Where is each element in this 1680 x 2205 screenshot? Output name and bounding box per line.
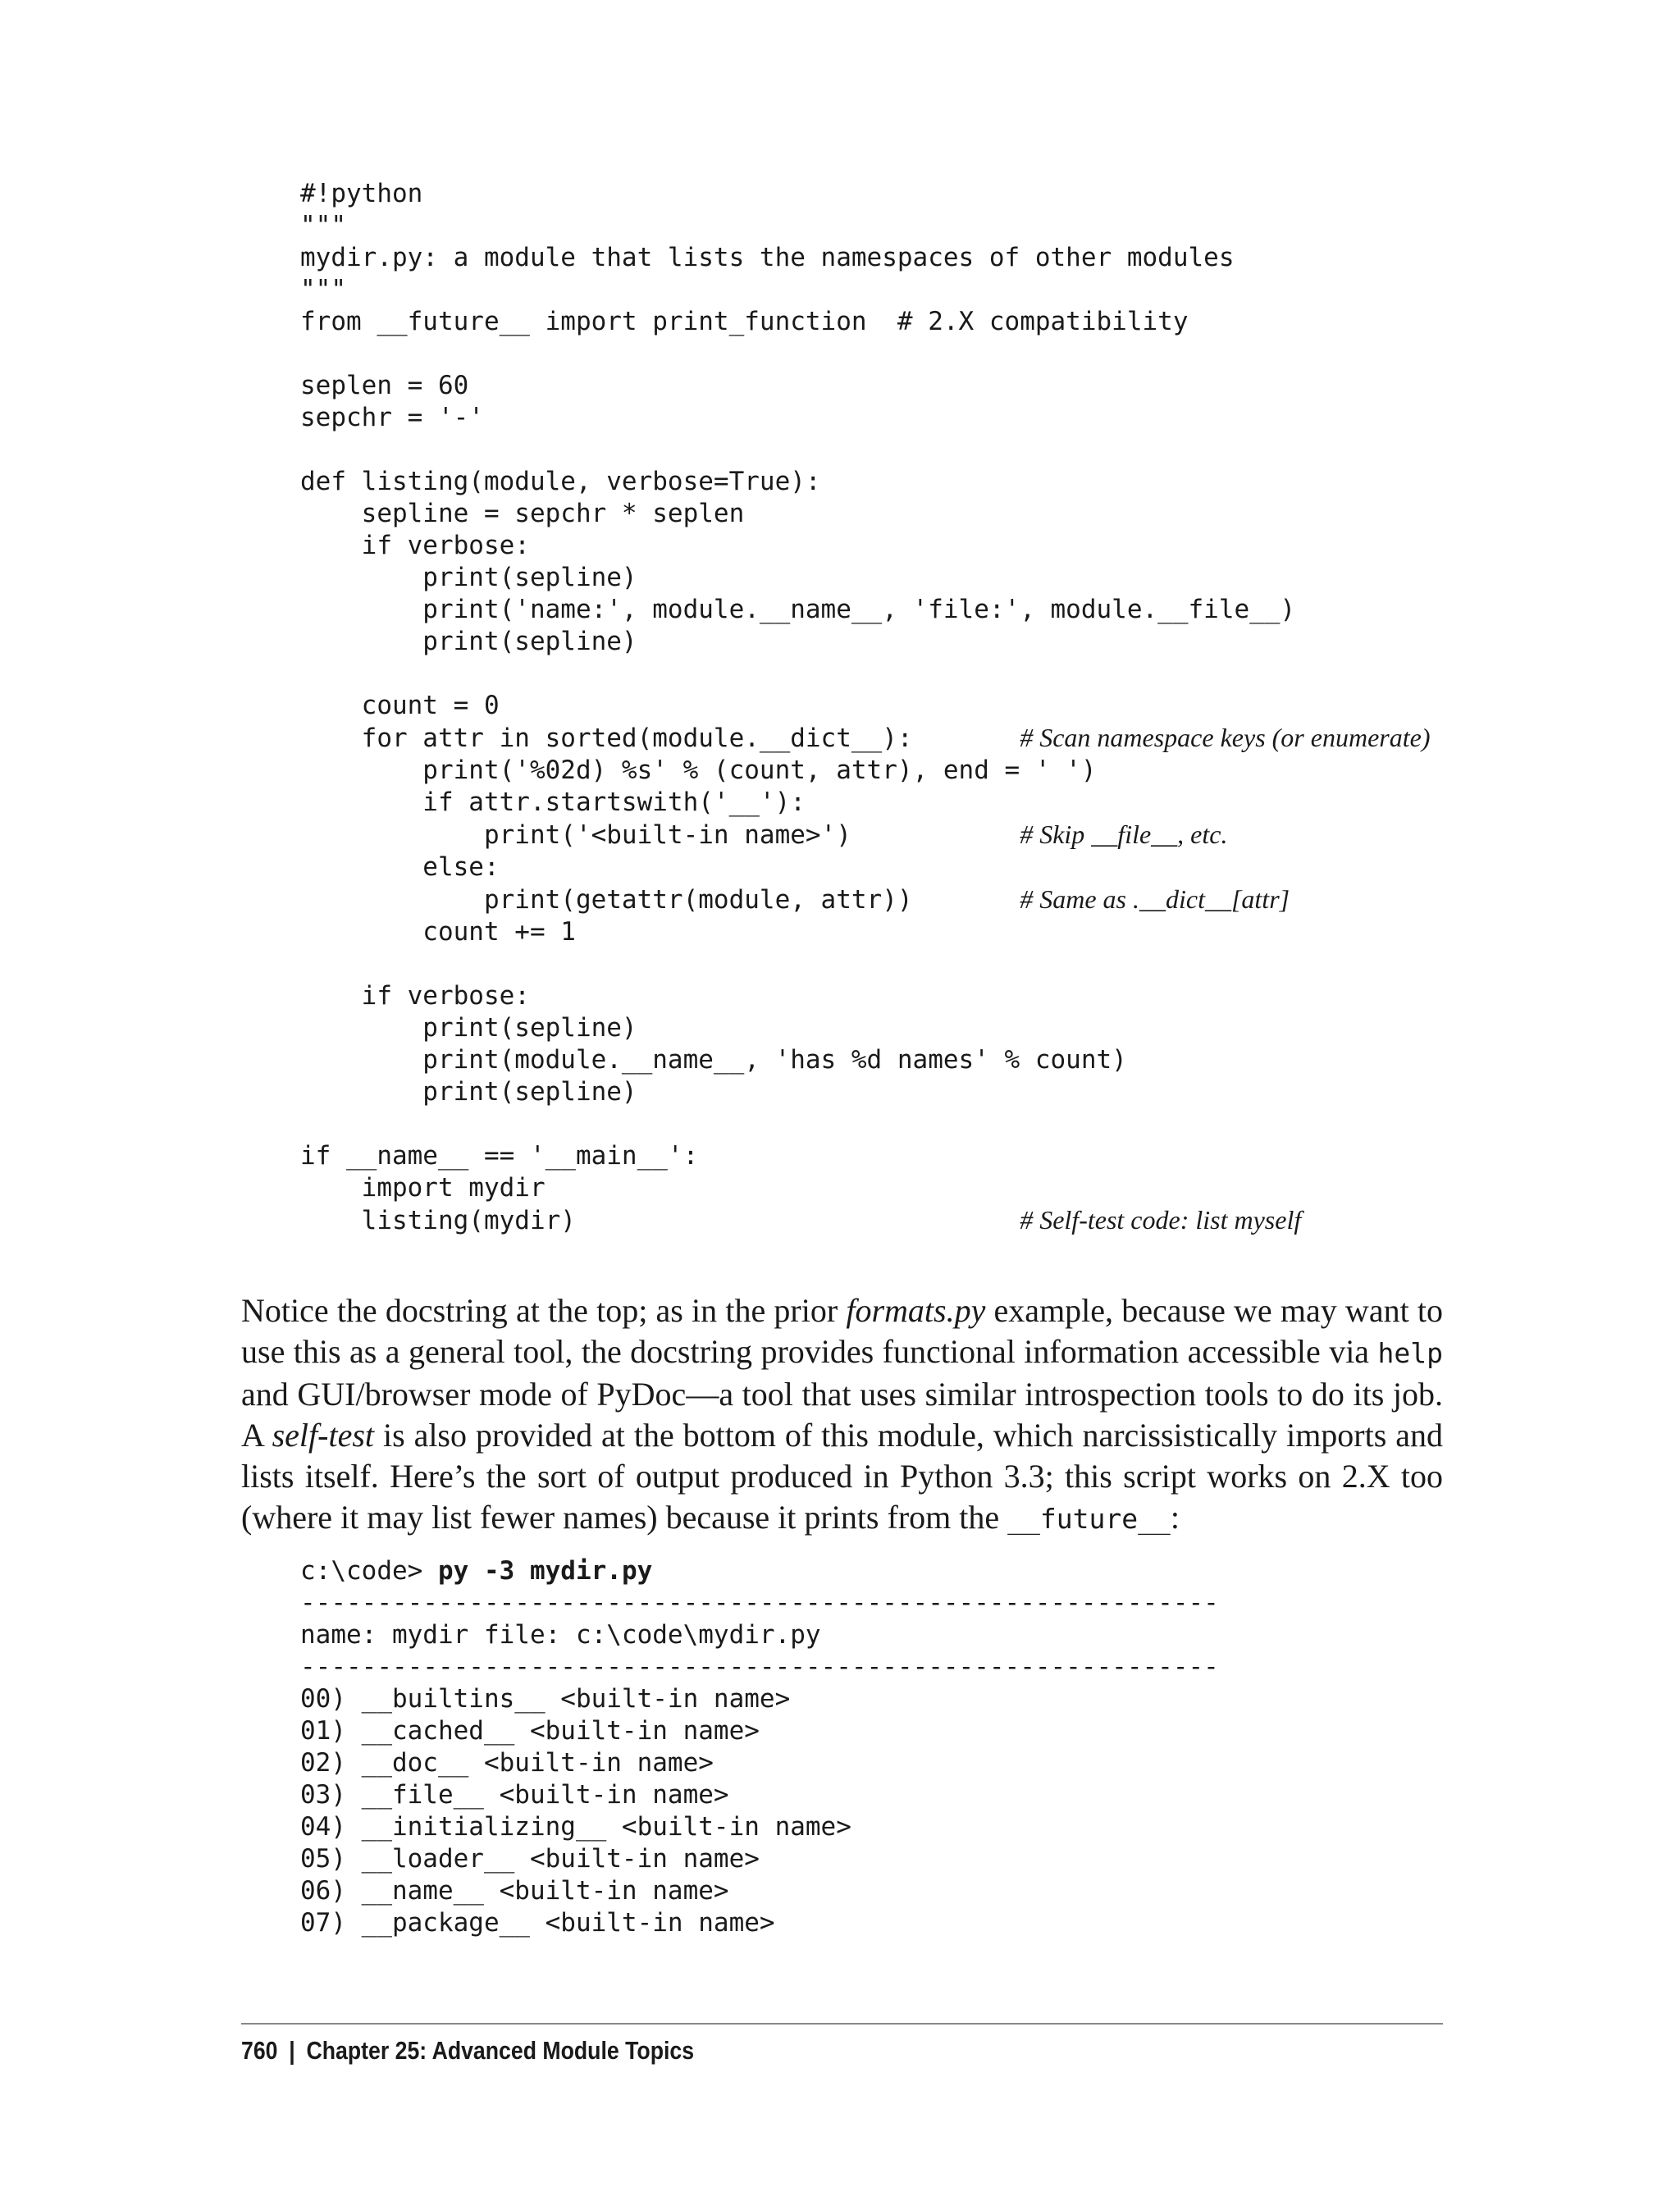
console-command: py -3 mydir.py bbox=[437, 1556, 653, 1586]
inline-code: __future__ bbox=[1007, 1503, 1171, 1535]
code-comment: # Self-test code: list myself bbox=[1020, 1205, 1302, 1235]
filename-emphasis: formats.py bbox=[846, 1292, 986, 1329]
footer-rule bbox=[241, 2023, 1443, 2025]
inline-code: help bbox=[1377, 1337, 1443, 1369]
term-emphasis: self-test bbox=[272, 1417, 375, 1454]
code-listing: #!python """ mydir.py: a module that lists the namespaces of other modules """ from __future__ import print_function # 2.X compatibility seplen = 60 sepchr = '-' def listing(module, verbose=True): sepline = sepchr * seplen if verbose: print(sepline) print('name:', module.__name__, 'file:', module.__file__) print(sepline) count = 0 for attr in sorted(module.__dict__): # Scan namespace keys (or enumerate) print('%02d) %s' % (count, attr), end = ' ') if attr.startswith('__'): print('<built-in name>') # Skip __file__, etc. else: print(getattr(module, attr)) # Same as .__dict__[attr] count += 1 if verbose: print(sepline) print(module.__name__, 'has %d names' % count) print(sepline) if __name__ == '__main__': import mydir listing(mydir) # Self-test code: list myself bbox=[300, 179, 1431, 1235]
page-number: 760 bbox=[241, 2036, 278, 2065]
code-comment: # Skip __file__, etc. bbox=[1020, 819, 1228, 849]
chapter-title: Chapter 25: Advanced Module Topics bbox=[306, 2036, 695, 2065]
page-footer bbox=[241, 2036, 694, 2066]
console-output: c:\code> py -3 mydir.py ------------------------------------------------------------ name: mydir file: c:\code\mydir.py ------------------------------------------------------------ 00) __builtins__ <built-in name> 01) __cached__ <built-in name> 02) __doc__ <built-in name> 03) __file__ <built-in name> 04) __initializing__ <built-in name> 05) __loader__ <built-in name> 06) __name__ <built-in name> 07) __package__ <built-in name> bbox=[300, 1556, 1219, 1938]
footer-separator: | bbox=[289, 2036, 295, 2065]
code-comment: # Scan namespace keys (or enumerate) bbox=[1020, 723, 1431, 752]
console-prompt: c:\code> bbox=[300, 1556, 438, 1586]
code-comment: # Same as .__dict__[attr] bbox=[1020, 884, 1290, 914]
body-paragraph: Notice the docstring at the top; as in the prior formats.py example, because we may want to use this as a general tool, the docstring provides functional information accessible via help and GUI/browser mode of PyDoc—a tool that uses similar introspection tools to do its job. A self-test is also provided at the bottom of this module, which narcissistically imports and lists itself. Here’s the sort of output produced in Python 3.3; this script works on 2.X too (where it may list fewer names) because it prints from the __future__: bbox=[241, 1292, 1443, 1536]
